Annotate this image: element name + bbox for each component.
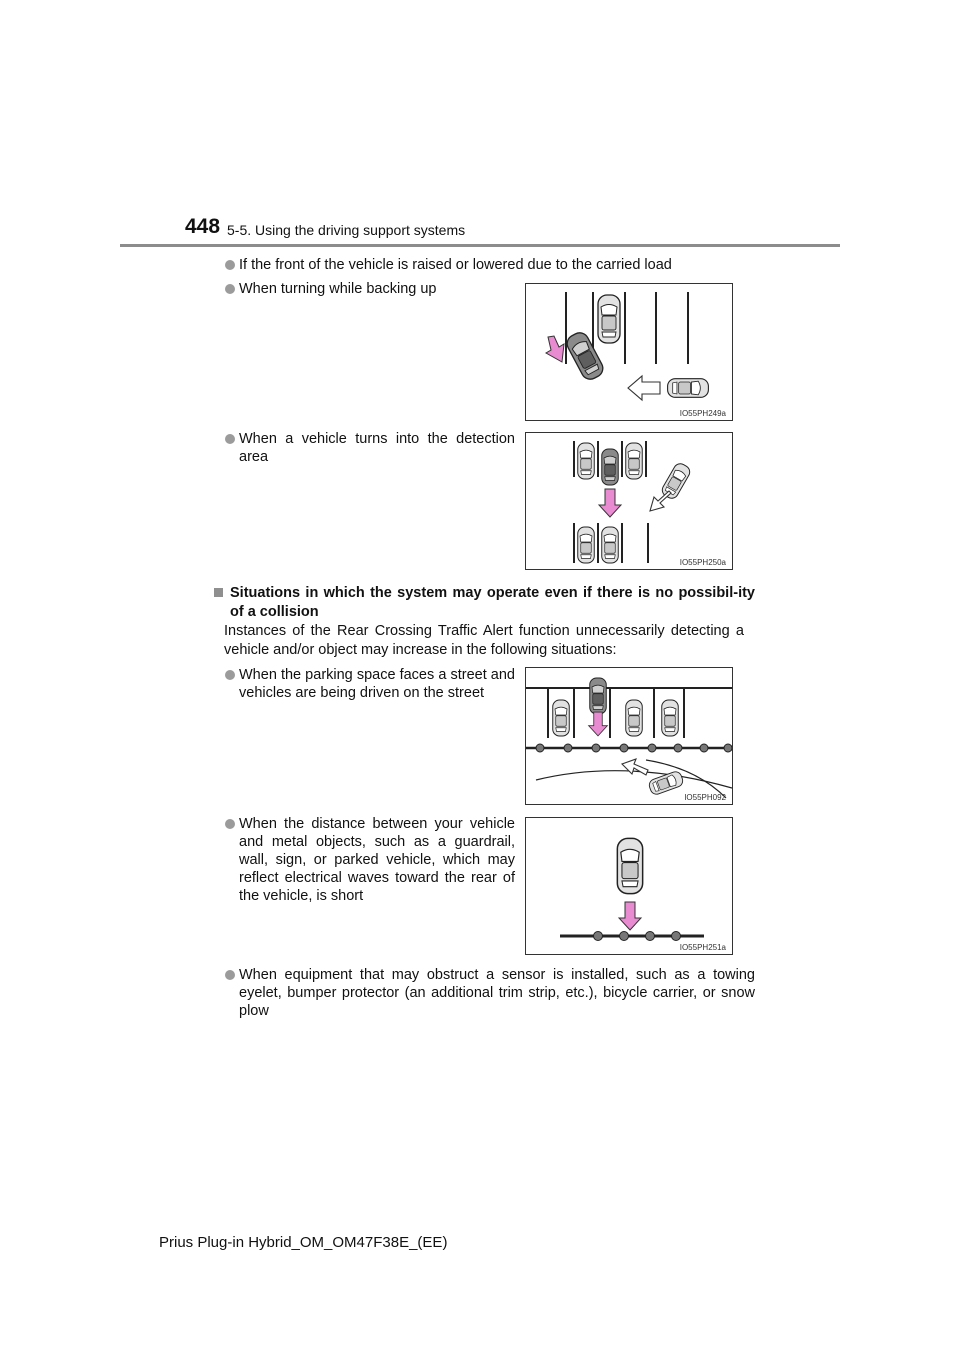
bullet-icon xyxy=(225,434,235,444)
footer-document-id: Prius Plug-in Hybrid_OM_OM47F38E_(EE) xyxy=(159,1234,448,1251)
bullet-icon xyxy=(225,284,235,294)
illustration-metal-objects-nearby xyxy=(525,817,733,955)
illustration-svg xyxy=(526,818,732,954)
bullet-icon xyxy=(225,970,235,980)
figure-code: IO55PH251a xyxy=(679,943,726,952)
illustration-svg xyxy=(526,433,732,569)
header-divider xyxy=(120,244,840,247)
bullet-icon xyxy=(225,260,235,270)
section-title: 5-5. Using the driving support systems xyxy=(227,222,466,238)
bullet-icon xyxy=(225,819,235,829)
square-bullet-icon xyxy=(214,588,223,597)
illustration-svg xyxy=(526,668,732,804)
illustration-vehicle-turning-into-area xyxy=(525,432,733,570)
figure-code: IO55PH092 xyxy=(684,793,726,802)
figure-code: IO55PH250a xyxy=(679,558,726,567)
illustration-turning-while-backing xyxy=(525,283,733,421)
intro-paragraph: Instances of the Rear Crossing Traffic Alert function unnecessarily detecting a vehicle and/or object may increase in the following situations: xyxy=(224,623,744,658)
illustration-parking-facing-street xyxy=(525,667,733,805)
page-number: 448 xyxy=(185,215,221,238)
illustration-svg xyxy=(526,284,732,420)
bullet-icon xyxy=(225,670,235,680)
figure-code: IO55PH249a xyxy=(679,409,726,418)
